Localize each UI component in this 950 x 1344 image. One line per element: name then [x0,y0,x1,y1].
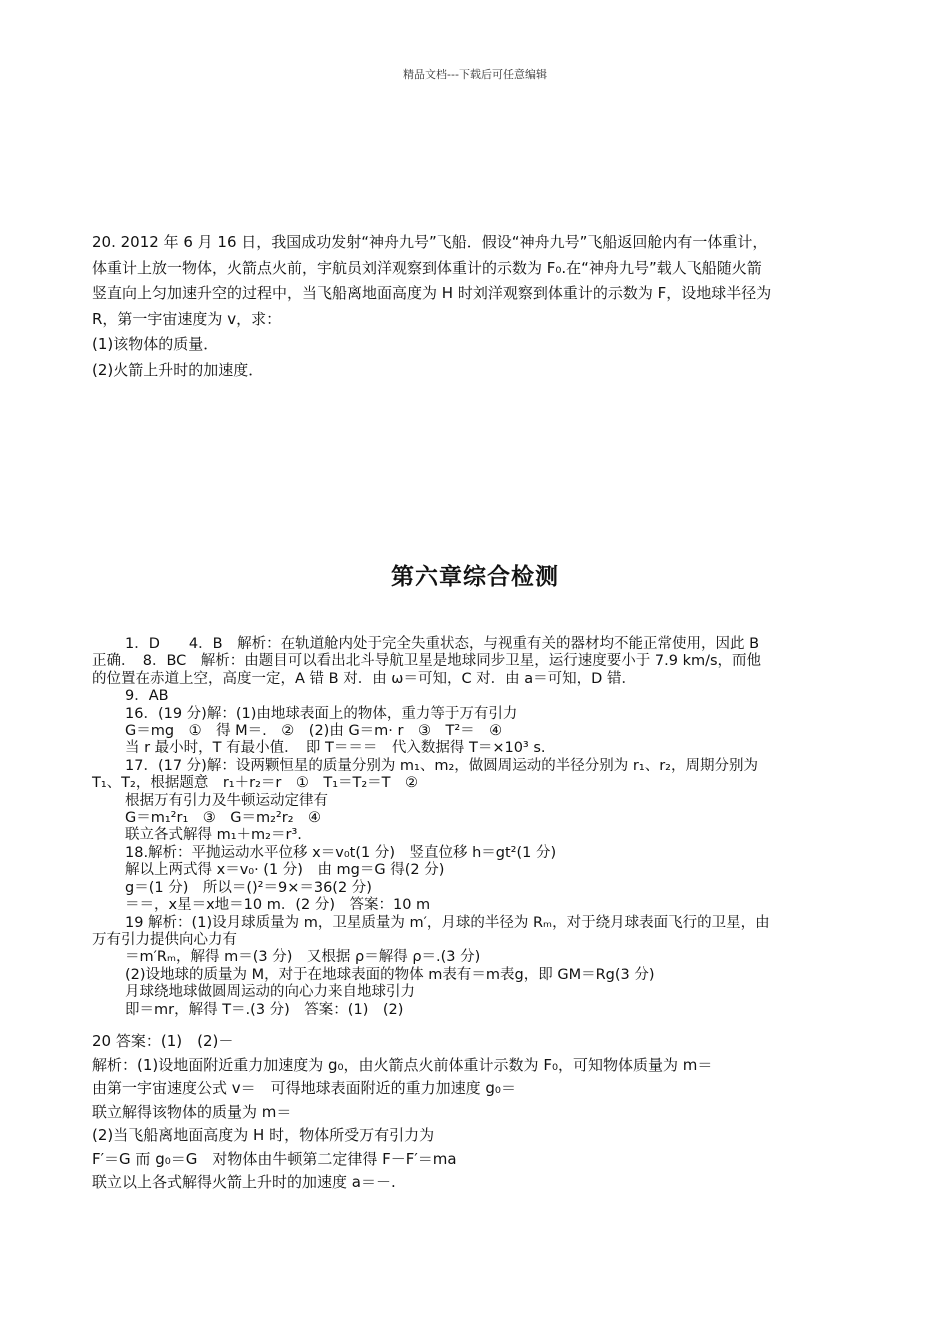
answer-line: 根据万有引力及牛顿运动定律有 [125,792,328,809]
solution-line: 20 答案：(1) (2)－ [92,1032,234,1050]
question-line: 体重计上放一物体，火箭点火前，宇航员刘洋观察到体重计的示数为 F₀.在“神舟九号”载人飞船随火箭 [92,258,762,277]
answer-line: T₁、T₂，根据题意 r₁＋r₂＝r ① T₁＝T₂＝T ② [92,775,419,792]
answer-line: 即＝mr，解得 T＝.(3 分) 答案：(1) (2) [125,1001,404,1018]
answer-line: 解以上两式得 x＝v₀· (1 分) 由 mg＝G 得(2 分) [125,862,445,879]
question-line: (1)该物体的质量． [92,335,219,353]
answer-line: G＝mg ① 得 M＝. ② (2)由 G＝m· r ③ T²＝ ④ [125,723,503,740]
answer-line: 17．(17 分)解：设两颗恒星的质量分别为 m₁、m₂，做圆周运动的半径分别为 r₁、r₂，周期分别为 [125,757,758,774]
answer-line: 月球绕地球做圆周运动的向心力来自地球引力 [125,984,415,1001]
answer-line: ＝＝，x星＝x地＝10 m．(2 分) 答案：10 m [125,897,431,914]
answer-line: G＝m₁²r₁ ③ G＝m₂²r₂ ④ [125,810,322,827]
solution-20 [92,1030,872,1195]
answer-line: 联立各式解得 m₁＋m₂＝r³. [125,827,302,844]
answer-line: 正确． 8．BC 解析：由题目可以看出北斗导航卫星是地球同步卫星，运行速度要小于 7.9 km/s，而他 [92,653,762,670]
answer-line: 的位置在赤道上空，高度一定，A 错 B 对．由 ω＝可知，C 对．由 a＝可知，D 错． [92,670,636,687]
question-line: 竖直向上匀加速升空的过程中，当飞船离地面高度为 H 时刘洋观察到体重计的示数为 F，设地球半径为 [92,284,772,302]
solution-line: (2)当飞船离地面高度为 H 时，物体所受万有引力为 [92,1126,435,1144]
answer-line: 16．(19 分)解：(1)由地球表面上的物体，重力等于万有引力 [125,705,518,722]
answer-line: ＝m′Rₘ，解得 m＝(3 分) 又根据 ρ＝解得 ρ＝.(3 分) [125,949,481,966]
solution-line: 联立以上各式解得火箭上升时的加速度 a＝－. [92,1173,396,1191]
answer-line: 19 解析：(1)设月球质量为 m，卫星质量为 m′，月球的半径为 Rₘ，对于绕月球表面飞行的卫星，由 [125,914,770,931]
question-line: 20. 2012 年 6 月 16 日，我国成功发射“神舟九号”飞船．假设“神舟九号”飞船返回舱内有一体重计， [92,233,768,251]
answer-line: g＝(1 分) 所以＝()²＝9×＝36(2 分) [125,879,372,896]
answer-line: (2)设地球的质量为 M，对于在地球表面的物体 m表有＝m表g，即 GM＝Rg(3 分) [125,966,655,983]
answer-line: 万有引力提供向心力有 [92,931,237,948]
answer-line: 1．D 4．B 解析：在轨道舱内处于完全失重状态，与视重有关的器材均不能正常使用，因此 B [125,636,760,652]
question-line: (2)火箭上升时的加速度． [92,360,264,379]
page-header: 精品文档---下载后可任意编辑 [403,68,547,81]
answer-line: 当 r 最小时，T 有最小值． 即 T＝＝＝ 代入数据得 T＝×10³ s. [125,740,546,757]
solution-line: 由第一宇宙速度公式 v＝ 可得地球表面附近的重力加速度 g₀＝ [92,1079,516,1097]
answer-line: 9．AB [125,688,169,705]
solution-line: 联立解得该物体的质量为 m＝ [92,1102,292,1121]
answer-line: 18.解析：平抛运动水平位移 x＝v₀t(1 分) 竖直位移 h＝gt²(1 分) [125,844,557,861]
solution-line: F′＝G 而 g₀＝G 对物体由牛顿第二定律得 F－F′＝ma [92,1149,457,1168]
question-20 [92,230,872,383]
answer-key [92,636,870,1019]
solution-line: 解析：(1)设地面附近重力加速度为 g₀，由火箭点火前体重计示数为 F₀，可知物体质量为 m＝ [92,1055,713,1074]
question-line: R，第一宇宙速度为 v，求： [92,309,282,328]
chapter-title: 第六章综合检测 [391,564,559,590]
